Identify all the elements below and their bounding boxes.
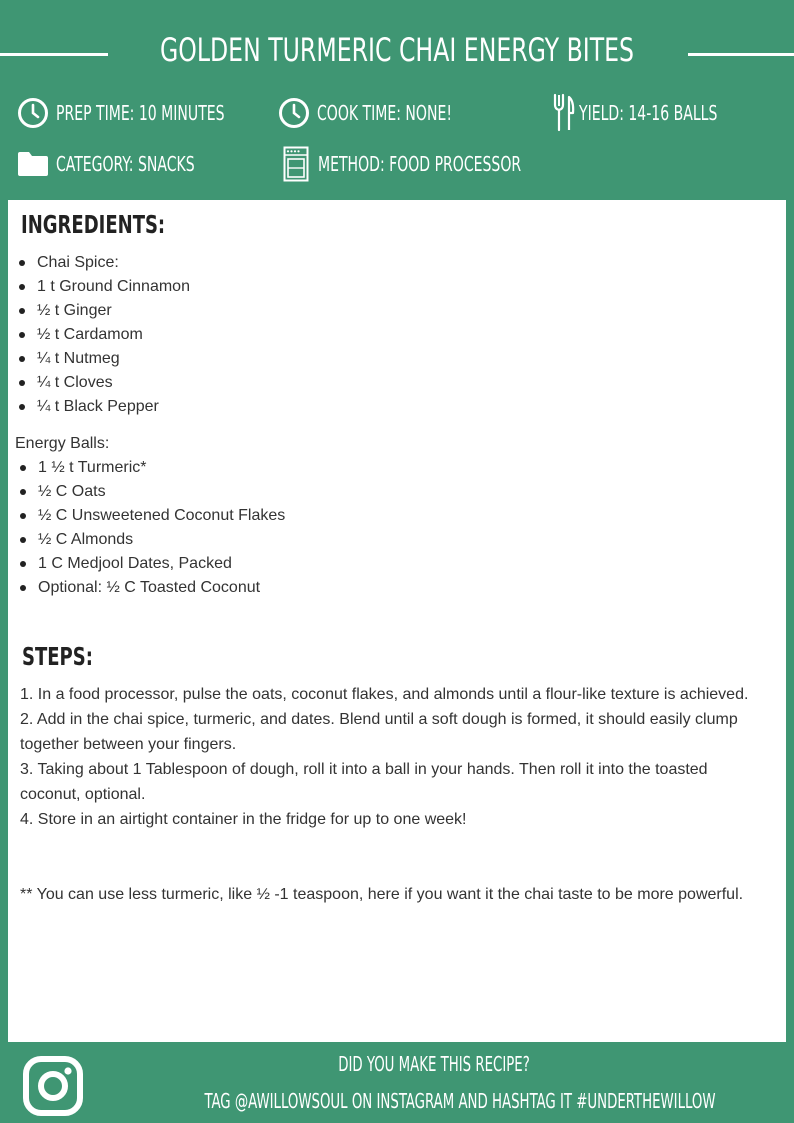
yield-label: YIELD: 14-16 BALLS (579, 101, 718, 125)
list-item: 1 ½ t Turmeric* (38, 456, 285, 480)
yield (553, 93, 756, 133)
list-item: ¼ t Nutmeg (37, 347, 190, 371)
list-item: 1 C Medjool Dates, Packed (38, 552, 285, 576)
footer-tag-line: TAG @AWILLOWSOUL ON INSTAGRAM AND HASHTAG IT #UNDERTHEWILLOW (204, 1089, 716, 1113)
list-item: ¼ t Cloves (37, 371, 190, 395)
method (283, 146, 578, 182)
fork-knife-icon (553, 93, 575, 133)
category-label: CATEGORY: SNACKS (56, 152, 195, 176)
step-item: 2. Add in the chai spice, turmeric, and dates. Blend until a soft dough is formed, it should easily clump together between your fingers. (20, 711, 738, 753)
instagram-icon (22, 1055, 84, 1117)
energy-balls-list (9, 456, 285, 600)
list-item: ½ C Unsweetened Coconut Flakes (38, 504, 285, 528)
list-item: Chai Spice: (37, 251, 190, 275)
cook-time-label: COOK TIME: NONE! (317, 101, 452, 125)
cook-time (278, 97, 490, 129)
list-item: ½ C Oats (38, 480, 285, 504)
list-item: 1 t Ground Cinnamon (37, 275, 190, 299)
step-item: 1. In a food processor, pulse the oats, coconut flakes, and almonds until a flour-like texture is achieved. (20, 686, 749, 703)
prep-time-label: PREP TIME: 10 MINUTES (56, 101, 225, 125)
oven-icon (283, 146, 309, 182)
step-item: 3. Taking about 1 Tablespoon of dough, roll it into a ball in your hands. Then roll it into the toasted coconut, optional. (20, 761, 708, 803)
steps-heading: STEPS: (22, 642, 93, 671)
recipe-card (8, 200, 786, 1042)
ingredients-heading: INGREDIENTS: (21, 210, 166, 239)
folder-icon (17, 150, 49, 178)
prep-time (17, 97, 272, 129)
turmeric-note: ** You can use less turmeric, like ½ -1 teaspoon, here if you want it the chai taste to be more powerful. (20, 886, 744, 903)
steps-list (20, 682, 770, 832)
energy-balls-label: Energy Balls: (15, 435, 110, 452)
list-item: ½ t Ginger (37, 299, 190, 323)
list-item: ¼ t Black Pepper (37, 395, 190, 419)
list-item: ½ C Almonds (38, 528, 285, 552)
footer-question: DID YOU MAKE THIS RECIPE? (338, 1052, 530, 1076)
clock-icon (278, 97, 310, 129)
method-label: METHOD: FOOD PROCESSOR (318, 152, 522, 176)
step-item: 4. Store in an airtight container in the fridge for up to one week! (20, 811, 467, 828)
clock-icon (17, 97, 49, 129)
chai-spice-list (8, 251, 190, 419)
recipe-title: GOLDEN TURMERIC CHAI ENERGY BITES (159, 31, 635, 69)
footer (0, 1042, 794, 1123)
list-item: Optional: ½ C Toasted Coconut (38, 576, 285, 600)
category (17, 150, 234, 178)
title-bar (0, 0, 794, 95)
list-item: ½ t Cardamom (37, 323, 190, 347)
